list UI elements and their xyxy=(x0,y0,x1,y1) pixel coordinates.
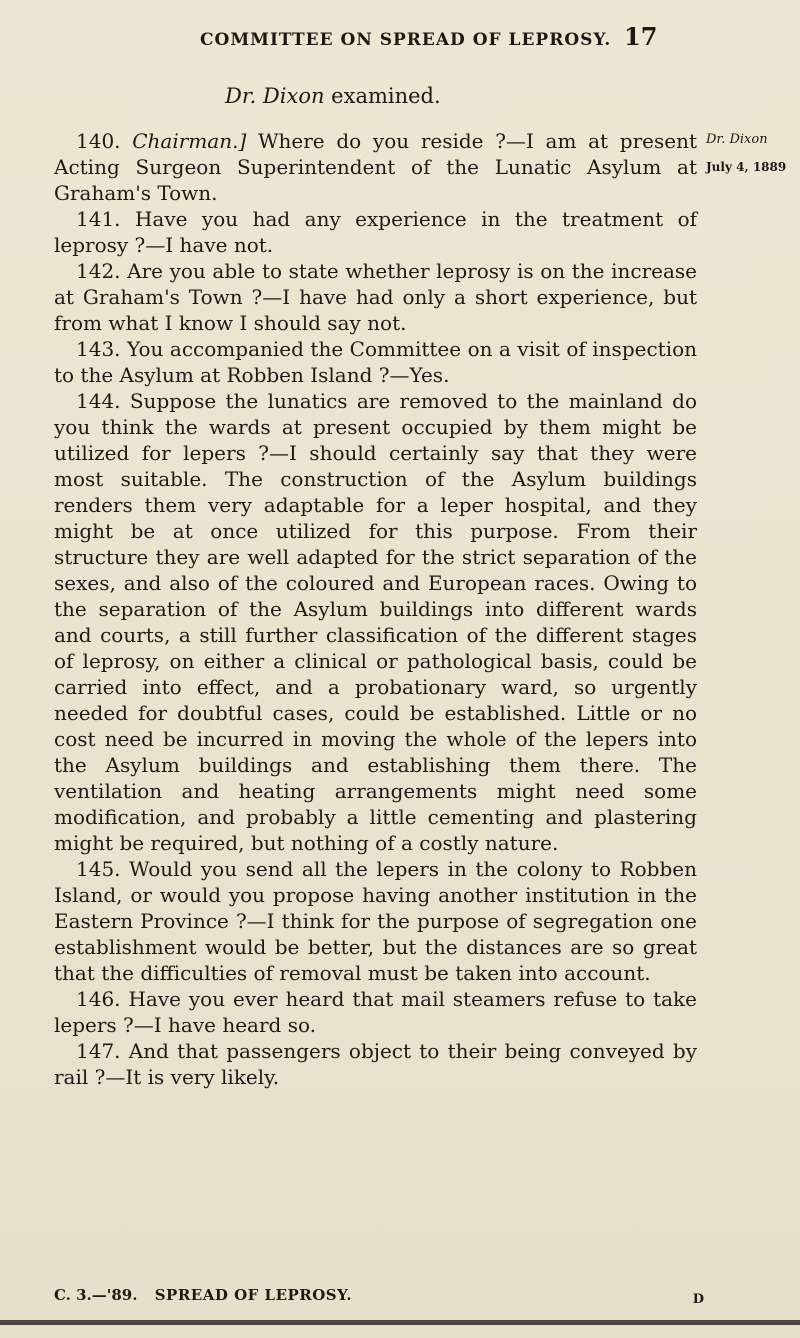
footer-title: SPREAD OF LEPROSY. xyxy=(154,1286,353,1304)
footer-signature: C. 3.—'89. xyxy=(54,1286,138,1304)
section-title xyxy=(225,84,441,108)
question-paragraph xyxy=(54,128,697,206)
question-text: Would you send all the lepers in the colony to Robben Island, or would you propose having another institution in the Eastern Province ?—I think for the purpose of segregation one establishment would be better, but the distances are so great that the difficulties of removal must be taken into account. xyxy=(54,857,697,985)
question-text: And that passengers object to their being conveyed by rail ?—It is very likely. xyxy=(54,1039,697,1089)
question-text: Where do you reside ?—I am at present Acting Surgeon Superintendent of the Lunatic Asylum at Graham's Town. xyxy=(54,129,698,205)
witness-name: Dr. Dixon xyxy=(225,84,325,108)
margin-date-note: July 4, 1889 xyxy=(706,160,787,174)
question-number: 140. xyxy=(76,129,121,153)
question-text: Have you ever heard that mail steamers refuse to take lepers ?—I have heard so. xyxy=(54,987,697,1037)
question-text: You accompanied the Committee on a visit of inspection to the Asylum at Robben Island ?—Yes. xyxy=(54,337,698,387)
question-text: Are you able to state whether leprosy is on the increase at Graham's Town ?—I have had only a short experience, but from what I know I should say not. xyxy=(54,259,697,335)
question-number: 146. xyxy=(76,987,121,1011)
question-paragraph xyxy=(54,206,697,258)
question-paragraph xyxy=(54,1038,697,1090)
question-paragraph xyxy=(54,336,697,388)
question-number: 145. xyxy=(76,857,121,881)
question-paragraph xyxy=(54,388,697,856)
question-speaker: Chairman.] xyxy=(132,129,247,153)
page-footer xyxy=(54,1286,704,1307)
question-number: 147. xyxy=(76,1039,121,1063)
footer-signature-mark: D xyxy=(692,1292,704,1307)
question-number: 143. xyxy=(76,337,121,361)
question-number: 141. xyxy=(76,207,121,231)
question-paragraph xyxy=(54,258,697,336)
testimony-body xyxy=(54,128,697,1090)
question-text: Suppose the lunatics are removed to the mainland do you think the wards at present occupied by them might be utilized for lepers ?—I should certainly say that they were most suitable. The construction of the Asylum buildings renders them very adaptable for a leper hospital, and they might be at once utilized for this purpose. From their structure they are well adapted for the strict separation of the sexes, and also of the coloured and European races. Owing to the separation of the Asylum buildings into different wards and courts, a still further classification of the different stages of leprosy, on either a clinical or pathological basis, could be carried into effect, and a probationary ward, so urgently needed for doubtful cases, could be established. Little or no cost need be incurred in moving the whole of the lepers into the Asylum buildings and establishing them there. The ventilation and heating arrangements might need some modification, and probably a little cementing and plastering might be required, but nothing of a costly nature. xyxy=(54,389,697,855)
question-number: 142. xyxy=(76,259,121,283)
margin-witness-note: Dr. Dixon xyxy=(706,132,768,147)
question-paragraph xyxy=(54,856,697,986)
section-verb: examined. xyxy=(331,84,441,108)
scan-edge-rule xyxy=(0,1320,800,1325)
question-paragraph xyxy=(54,986,697,1038)
page-number: 17 xyxy=(624,22,658,51)
question-text: Have you had any experience in the treatment of leprosy ?—I have not. xyxy=(54,207,698,257)
running-title: COMMITTEE ON SPREAD OF LEPROSY. xyxy=(200,30,612,50)
question-number: 144. xyxy=(76,389,121,413)
